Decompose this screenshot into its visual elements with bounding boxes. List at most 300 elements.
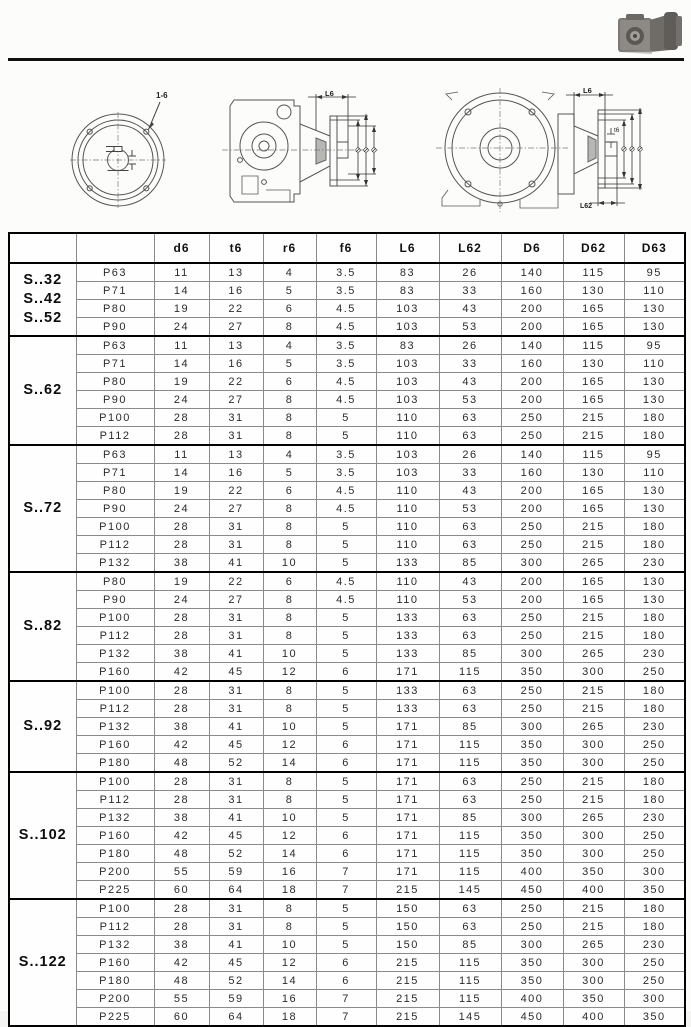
dimension-value-cell: 63 <box>439 609 501 627</box>
dimension-value-cell: 215 <box>563 409 624 427</box>
table-row <box>9 554 685 573</box>
dimension-value-cell: 6 <box>316 663 376 682</box>
dimension-value-cell: 14 <box>154 464 209 482</box>
dimension-value-cell: 38 <box>154 809 209 827</box>
dimension-value-cell: 250 <box>501 681 563 700</box>
dimension-value-cell: 110 <box>376 518 439 536</box>
dimension-value-cell: 42 <box>154 663 209 682</box>
dimension-value-cell: 8 <box>263 899 316 918</box>
dimension-value-cell: 5 <box>316 536 376 554</box>
dimension-value-cell: 27 <box>209 391 263 409</box>
dimension-value-cell: 250 <box>624 954 685 972</box>
dimension-value-cell: 171 <box>376 736 439 754</box>
dimension-value-cell: 43 <box>439 300 501 318</box>
motor-size-cell: P112 <box>76 536 154 554</box>
dimension-value-cell: 130 <box>624 318 685 337</box>
dimension-value-cell: 48 <box>154 754 209 773</box>
dimension-value-cell: 55 <box>154 863 209 881</box>
dimension-value-cell: 24 <box>154 391 209 409</box>
group-label-cell <box>9 263 76 336</box>
figure-gearbox-front-view <box>428 86 646 221</box>
dimension-value-cell: 300 <box>563 954 624 972</box>
dimension-value-cell: 19 <box>154 482 209 500</box>
dimension-value-cell: 200 <box>501 482 563 500</box>
dimension-value-cell: 24 <box>154 318 209 337</box>
dimension-value-cell: 103 <box>376 373 439 391</box>
dimension-value-cell: 215 <box>563 627 624 645</box>
dimension-value-cell: 130 <box>563 464 624 482</box>
dimension-value-cell: 28 <box>154 681 209 700</box>
dimension-value-cell: 6 <box>316 827 376 845</box>
dimension-value-cell: 133 <box>376 627 439 645</box>
dimension-value-cell: 8 <box>263 627 316 645</box>
dimension-value-cell: 31 <box>209 536 263 554</box>
dimension-value-cell: 38 <box>154 645 209 663</box>
dimension-value-cell: 250 <box>501 609 563 627</box>
dimension-value-cell: 200 <box>501 373 563 391</box>
dimension-value-cell: 145 <box>439 1008 501 1027</box>
dimension-value-cell: 19 <box>154 572 209 591</box>
column-header-blank <box>76 233 154 263</box>
dimension-value-cell: 115 <box>439 954 501 972</box>
dimension-value-cell: 180 <box>624 918 685 936</box>
dimension-value-cell: 8 <box>263 681 316 700</box>
dimension-value-cell: 3.5 <box>316 445 376 464</box>
dimension-value-cell: 133 <box>376 681 439 700</box>
table-row <box>9 718 685 736</box>
dimension-value-cell: 26 <box>439 263 501 282</box>
table-row <box>9 663 685 682</box>
dimension-value-cell: 5 <box>316 899 376 918</box>
dimension-value-cell: 215 <box>563 518 624 536</box>
dimension-value-cell: 28 <box>154 518 209 536</box>
dimension-value-cell: 165 <box>563 500 624 518</box>
dimension-value-cell: 42 <box>154 736 209 754</box>
table-row <box>9 736 685 754</box>
dimension-value-cell: 250 <box>624 736 685 754</box>
dimension-value-cell: 215 <box>376 954 439 972</box>
dimension-value-cell: 8 <box>263 609 316 627</box>
dimension-value-cell: 45 <box>209 736 263 754</box>
dimension-value-cell: 38 <box>154 554 209 573</box>
dimension-value-cell: 171 <box>376 827 439 845</box>
motor-size-cell: P132 <box>76 645 154 663</box>
dimension-value-cell: 60 <box>154 1008 209 1027</box>
dimension-value-cell: 8 <box>263 700 316 718</box>
table-row <box>9 373 685 391</box>
dimension-value-cell: 215 <box>376 1008 439 1027</box>
dimension-value-cell: 5 <box>263 464 316 482</box>
dimension-value-cell: 5 <box>316 936 376 954</box>
dimension-value-cell: 265 <box>563 936 624 954</box>
dimension-value-cell: 110 <box>376 536 439 554</box>
dimension-value-cell: 3.5 <box>316 336 376 355</box>
dimension-value-cell: 250 <box>624 754 685 773</box>
dimension-value-cell: 230 <box>624 936 685 954</box>
dimension-value-cell: 230 <box>624 554 685 573</box>
dimension-value-cell: 250 <box>501 791 563 809</box>
dimension-value-cell: 110 <box>624 464 685 482</box>
dimension-value-cell: 171 <box>376 863 439 881</box>
dimension-value-cell: 26 <box>439 445 501 464</box>
dimension-value-cell: 171 <box>376 663 439 682</box>
dimension-value-cell: 4 <box>263 336 316 355</box>
dimension-value-cell: 130 <box>563 355 624 373</box>
dimension-value-cell: 4.5 <box>316 300 376 318</box>
dimension-value-cell: 41 <box>209 809 263 827</box>
column-header-L6: L6 <box>376 233 439 263</box>
table-row <box>9 772 685 791</box>
dimension-value-cell: 22 <box>209 572 263 591</box>
dimension-value-cell: 350 <box>501 827 563 845</box>
group-label-line: S..62 <box>23 382 63 398</box>
column-header-f6: f6 <box>316 233 376 263</box>
motor-size-cell: P63 <box>76 445 154 464</box>
dimension-value-cell: 400 <box>563 1008 624 1027</box>
dimension-value-cell: 41 <box>209 645 263 663</box>
dimension-value-cell: 150 <box>376 899 439 918</box>
dimension-value-cell: 133 <box>376 645 439 663</box>
motor-size-cell: P63 <box>76 336 154 355</box>
dimension-value-cell: 28 <box>154 772 209 791</box>
motor-size-cell: P225 <box>76 1008 154 1027</box>
motor-size-cell: P71 <box>76 464 154 482</box>
dimension-value-cell: 64 <box>209 881 263 900</box>
dimension-value-cell: 6 <box>316 972 376 990</box>
dimension-value-cell: 31 <box>209 681 263 700</box>
dimension-value-cell: 8 <box>263 318 316 337</box>
dimension-value-cell: 350 <box>624 1008 685 1027</box>
column-header-D6: D6 <box>501 233 563 263</box>
table-row <box>9 609 685 627</box>
dimension-value-cell: 160 <box>501 355 563 373</box>
dimension-value-cell: 41 <box>209 718 263 736</box>
dimension-value-cell: 5 <box>263 355 316 373</box>
motor-size-cell: P100 <box>76 409 154 427</box>
motor-size-cell: P132 <box>76 936 154 954</box>
dimension-value-cell: 83 <box>376 336 439 355</box>
dimension-value-cell: 115 <box>439 845 501 863</box>
dimension-value-cell: 8 <box>263 427 316 446</box>
dimension-value-cell: 52 <box>209 972 263 990</box>
dimension-value-cell: 215 <box>563 899 624 918</box>
table-row <box>9 282 685 300</box>
dimension-value-cell: 400 <box>563 881 624 900</box>
table-row <box>9 591 685 609</box>
dimension-value-cell: 180 <box>624 409 685 427</box>
dimension-value-cell: 14 <box>263 754 316 773</box>
dimension-value-cell: 171 <box>376 809 439 827</box>
dimension-value-cell: 265 <box>563 645 624 663</box>
table-row <box>9 518 685 536</box>
motor-size-cell: P160 <box>76 736 154 754</box>
table-row <box>9 391 685 409</box>
dimension-value-cell: 63 <box>439 918 501 936</box>
dimension-value-cell: 215 <box>376 881 439 900</box>
dimension-value-cell: 145 <box>439 881 501 900</box>
dimension-value-cell: 300 <box>501 645 563 663</box>
dimension-value-cell: 150 <box>376 918 439 936</box>
dimension-value-cell: 215 <box>563 681 624 700</box>
dimension-value-cell: 3.5 <box>316 282 376 300</box>
dimension-value-cell: 200 <box>501 591 563 609</box>
group-label-line: S..102 <box>18 827 67 843</box>
dimension-value-cell: 400 <box>501 863 563 881</box>
dimension-value-cell: 8 <box>263 536 316 554</box>
dimension-value-cell: 171 <box>376 791 439 809</box>
dimension-value-cell: 4.5 <box>316 391 376 409</box>
dimension-value-cell: 22 <box>209 373 263 391</box>
motor-size-cell: P160 <box>76 827 154 845</box>
dimension-value-cell: 28 <box>154 791 209 809</box>
dimension-value-cell: 165 <box>563 391 624 409</box>
dimension-value-cell: 165 <box>563 591 624 609</box>
dimension-value-cell: 115 <box>439 736 501 754</box>
motor-size-cell: P180 <box>76 754 154 773</box>
dimension-value-cell: 350 <box>563 863 624 881</box>
dimension-value-cell: 171 <box>376 845 439 863</box>
dimension-value-cell: 13 <box>209 336 263 355</box>
dimension-value-cell: 85 <box>439 809 501 827</box>
dimension-value-cell: 85 <box>439 554 501 573</box>
dimension-value-cell: 63 <box>439 627 501 645</box>
motor-size-cell: P80 <box>76 482 154 500</box>
dimension-value-cell: 265 <box>563 718 624 736</box>
dimension-value-cell: 5 <box>316 918 376 936</box>
dimension-value-cell: 250 <box>501 700 563 718</box>
dimension-value-cell: 300 <box>563 827 624 845</box>
dimension-value-cell: 85 <box>439 645 501 663</box>
dimension-value-cell: 110 <box>376 482 439 500</box>
dimension-value-cell: 31 <box>209 772 263 791</box>
motor-size-cell: P132 <box>76 554 154 573</box>
dimension-value-cell: 38 <box>154 936 209 954</box>
dimension-value-cell: 450 <box>501 881 563 900</box>
motor-size-cell: P180 <box>76 972 154 990</box>
dimension-value-cell: 28 <box>154 536 209 554</box>
dimension-value-cell: 60 <box>154 881 209 900</box>
dimension-value-cell: 8 <box>263 772 316 791</box>
dimension-value-cell: 41 <box>209 554 263 573</box>
dimension-value-cell: 103 <box>376 445 439 464</box>
dimension-value-cell: 200 <box>501 318 563 337</box>
motor-size-cell: P225 <box>76 881 154 900</box>
dimension-value-cell: 300 <box>501 718 563 736</box>
motor-size-cell: P160 <box>76 954 154 972</box>
dimension-value-cell: 45 <box>209 827 263 845</box>
dimension-value-cell: 11 <box>154 445 209 464</box>
motor-size-cell: P180 <box>76 845 154 863</box>
dimension-value-cell: 150 <box>376 936 439 954</box>
dimension-value-cell: 63 <box>439 791 501 809</box>
dimension-value-cell: 4.5 <box>316 591 376 609</box>
dimension-value-cell: 7 <box>316 1008 376 1027</box>
dimension-value-cell: 133 <box>376 700 439 718</box>
dimension-value-cell: 130 <box>624 500 685 518</box>
group-label-cell <box>9 572 76 681</box>
table-row <box>9 336 685 355</box>
dimension-value-cell: 16 <box>209 464 263 482</box>
motor-size-cell: P160 <box>76 663 154 682</box>
dimension-value-cell: 103 <box>376 318 439 337</box>
dimension-value-cell: 215 <box>563 772 624 791</box>
dimension-value-cell: 300 <box>563 754 624 773</box>
table-row <box>9 954 685 972</box>
dimension-value-cell: 64 <box>209 1008 263 1027</box>
dimension-value-cell: 63 <box>439 409 501 427</box>
dimension-value-cell: 33 <box>439 464 501 482</box>
dimension-value-cell: 230 <box>624 809 685 827</box>
dimension-value-cell: 103 <box>376 300 439 318</box>
dimension-value-cell: 6 <box>316 845 376 863</box>
table-row <box>9 300 685 318</box>
side-view-length-dim-label: L6 <box>325 89 334 98</box>
dimension-value-cell: 110 <box>376 500 439 518</box>
group-label-line: S..32 <box>23 272 63 288</box>
motor-size-cell: P63 <box>76 263 154 282</box>
group-label-line: S..122 <box>18 954 67 970</box>
dimension-value-cell: 180 <box>624 627 685 645</box>
table-row <box>9 427 685 446</box>
dimension-value-cell: 180 <box>624 609 685 627</box>
column-header-L62: L62 <box>439 233 501 263</box>
dimension-value-cell: 3.5 <box>316 464 376 482</box>
dimension-value-cell: 6 <box>316 754 376 773</box>
dimension-value-cell: 52 <box>209 845 263 863</box>
dimension-value-cell: 180 <box>624 899 685 918</box>
dimension-value-cell: 215 <box>563 791 624 809</box>
dimension-value-cell: 16 <box>209 282 263 300</box>
dimension-value-cell: 41 <box>209 936 263 954</box>
dimension-value-cell: 215 <box>376 972 439 990</box>
column-header-D62: D62 <box>563 233 624 263</box>
motor-size-cell: P112 <box>76 427 154 446</box>
dimension-value-cell: 250 <box>624 663 685 682</box>
dimension-value-cell: 16 <box>209 355 263 373</box>
dimension-value-cell: 140 <box>501 445 563 464</box>
dimension-value-cell: 115 <box>439 990 501 1008</box>
dimension-value-cell: 350 <box>501 663 563 682</box>
dimension-value-cell: 10 <box>263 936 316 954</box>
table-row <box>9 536 685 554</box>
dimension-value-cell: 14 <box>263 972 316 990</box>
dimension-value-cell: 5 <box>263 282 316 300</box>
dimension-value-cell: 27 <box>209 318 263 337</box>
table-row <box>9 990 685 1008</box>
dimension-value-cell: 4.5 <box>316 482 376 500</box>
dimension-value-cell: 300 <box>563 845 624 863</box>
dimension-value-cell: 48 <box>154 972 209 990</box>
dimension-value-cell: 180 <box>624 427 685 446</box>
table-row <box>9 572 685 591</box>
dimension-value-cell: 12 <box>263 736 316 754</box>
dimension-value-cell: 5 <box>316 645 376 663</box>
dimension-value-cell: 110 <box>624 282 685 300</box>
dimension-value-cell: 8 <box>263 500 316 518</box>
dimension-value-cell: 5 <box>316 809 376 827</box>
dimension-value-cell: 38 <box>154 718 209 736</box>
dimension-value-cell: 26 <box>439 336 501 355</box>
dimension-value-cell: 14 <box>154 282 209 300</box>
dimension-value-cell: 6 <box>263 300 316 318</box>
table-row <box>9 827 685 845</box>
dimension-value-cell: 18 <box>263 881 316 900</box>
table-row <box>9 863 685 881</box>
dimension-value-cell: 165 <box>563 300 624 318</box>
dimension-value-cell: 130 <box>624 391 685 409</box>
dimension-value-cell: 3.5 <box>316 263 376 282</box>
dimension-value-cell: 110 <box>376 409 439 427</box>
dimension-value-cell: 230 <box>624 645 685 663</box>
table-row <box>9 791 685 809</box>
dimension-value-cell: 5 <box>316 554 376 573</box>
dimension-value-cell: 12 <box>263 663 316 682</box>
dimension-value-cell: 180 <box>624 700 685 718</box>
dimension-value-cell: 215 <box>563 700 624 718</box>
table-row <box>9 409 685 427</box>
dimension-value-cell: 180 <box>624 791 685 809</box>
dimension-value-cell: 265 <box>563 554 624 573</box>
dimension-value-cell: 110 <box>376 572 439 591</box>
dimension-value-cell: 95 <box>624 336 685 355</box>
dimension-value-cell: 5 <box>316 718 376 736</box>
dimension-value-cell: 250 <box>501 427 563 446</box>
column-header-t6: t6 <box>209 233 263 263</box>
motor-size-cell: P200 <box>76 863 154 881</box>
figure-gearbox-side-view <box>220 90 382 217</box>
dimension-table <box>8 232 686 1027</box>
dimension-value-cell: 5 <box>316 427 376 446</box>
table-row <box>9 445 685 464</box>
motor-size-cell: P80 <box>76 572 154 591</box>
dimension-value-cell: 63 <box>439 427 501 446</box>
dimension-value-cell: 115 <box>439 972 501 990</box>
dimension-value-cell: 300 <box>563 736 624 754</box>
dimension-value-cell: 13 <box>209 263 263 282</box>
motor-size-cell: P112 <box>76 918 154 936</box>
table-row <box>9 700 685 718</box>
dimension-value-cell: 130 <box>624 591 685 609</box>
dimension-value-cell: 115 <box>439 863 501 881</box>
dimension-value-cell: 5 <box>316 772 376 791</box>
dimension-value-cell: 11 <box>154 263 209 282</box>
dimension-value-cell: 180 <box>624 772 685 791</box>
dimension-value-cell: 110 <box>376 591 439 609</box>
dimension-value-cell: 350 <box>501 754 563 773</box>
dimension-value-cell: 103 <box>376 464 439 482</box>
group-label-cell <box>9 681 76 772</box>
group-label-line: S..52 <box>23 310 63 326</box>
dimension-value-cell: 33 <box>439 355 501 373</box>
motor-size-cell: P90 <box>76 318 154 337</box>
dimension-value-cell: 250 <box>501 409 563 427</box>
dimension-value-cell: 13 <box>209 445 263 464</box>
dimension-value-cell: 42 <box>154 827 209 845</box>
dimension-value-cell: 31 <box>209 609 263 627</box>
dimension-value-cell: 5 <box>316 700 376 718</box>
dimension-value-cell: 22 <box>209 482 263 500</box>
dimension-value-cell: 110 <box>376 427 439 446</box>
dimension-value-cell: 28 <box>154 899 209 918</box>
table-row <box>9 464 685 482</box>
dimension-value-cell: 4.5 <box>316 373 376 391</box>
motor-size-cell: P80 <box>76 300 154 318</box>
column-header-r6: r6 <box>263 233 316 263</box>
dimension-value-cell: 5 <box>316 627 376 645</box>
dimension-value-cell: 31 <box>209 791 263 809</box>
dimension-value-cell: 133 <box>376 554 439 573</box>
group-label-cell <box>9 899 76 1026</box>
